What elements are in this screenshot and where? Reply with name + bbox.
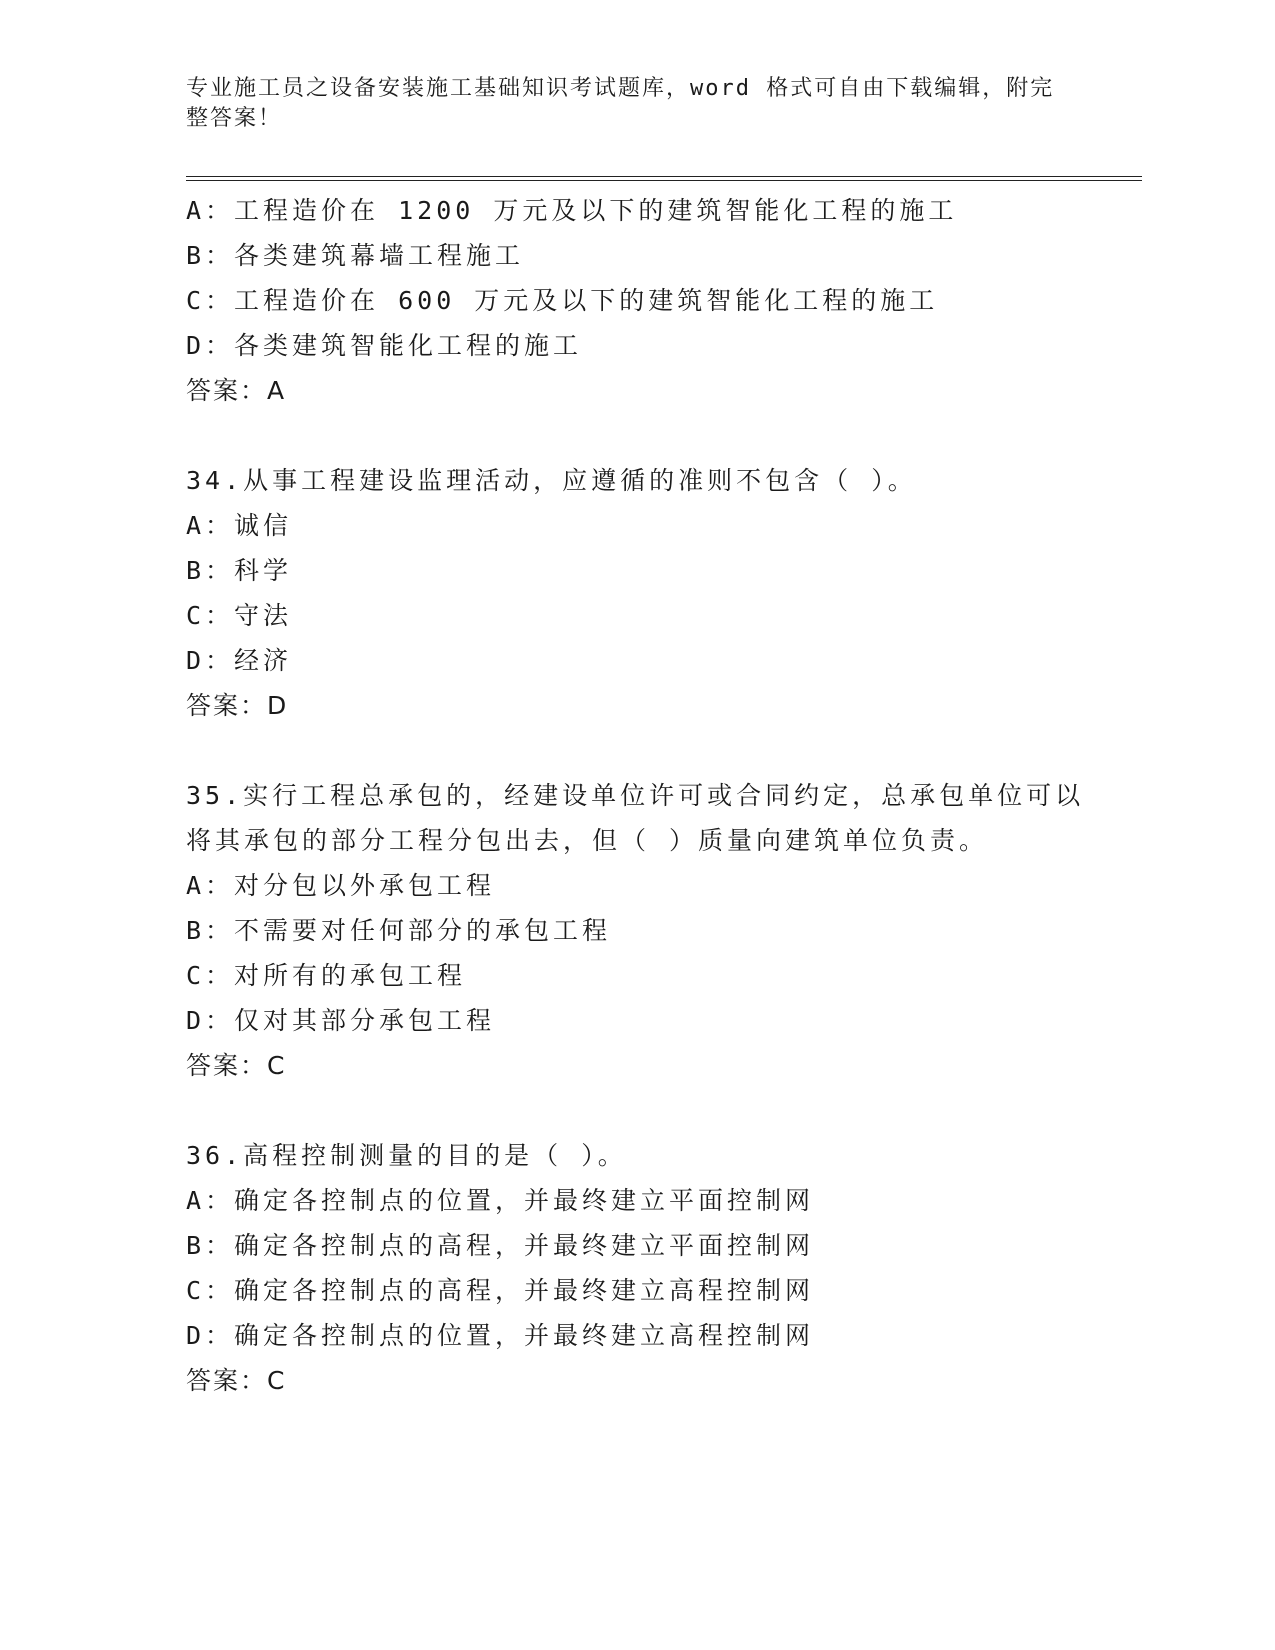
answer-line: 答案：C xyxy=(186,1366,287,1395)
option-b: B：确定各控制点的高程，并最终建立平面控制网 xyxy=(186,1231,815,1260)
answer-line: 答案：C xyxy=(186,1051,287,1080)
answer-line: 答案：A xyxy=(186,376,287,405)
question-list xyxy=(186,188,1142,1403)
question-stem: 36.高程控制测量的目的是（ ）。 xyxy=(186,1141,627,1170)
option-a: A：工程造价在 1200 万元及以下的建筑智能化工程的施工 xyxy=(186,196,958,225)
question-stem-line-2: 将其承包的部分工程分包出去，但（ ）质量向建筑单位负责。 xyxy=(186,826,989,855)
spacer xyxy=(186,1088,1142,1133)
question-34 xyxy=(186,458,1142,728)
option-b: B：各类建筑幕墙工程施工 xyxy=(186,241,525,270)
option-b: B：科学 xyxy=(186,556,293,585)
option-c: C：对所有的承包工程 xyxy=(186,961,467,990)
option-d: D：各类建筑智能化工程的施工 xyxy=(186,331,583,360)
question-36 xyxy=(186,1133,1142,1403)
option-a: A：确定各控制点的位置，并最终建立平面控制网 xyxy=(186,1186,815,1215)
question-stem: 34.从事工程建设监理活动，应遵循的准则不包含（ ）。 xyxy=(186,466,917,495)
option-d: D：仅对其部分承包工程 xyxy=(186,1006,496,1035)
question-stem-line-1: 35.实行工程总承包的，经建设单位许可或合同约定，总承包单位可以 xyxy=(186,781,1085,810)
option-c: C：确定各控制点的高程，并最终建立高程控制网 xyxy=(186,1276,815,1305)
option-a: A：对分包以外承包工程 xyxy=(186,871,496,900)
answer-line: 答案：D xyxy=(186,691,289,720)
option-d: D：经济 xyxy=(186,646,293,675)
question-35 xyxy=(186,773,1142,1088)
option-a: A：诚信 xyxy=(186,511,293,540)
document-header: 专业施工员之设备安装施工基础知识考试题库，word 格式可自由下载编辑，附完整答案！ xyxy=(186,76,1055,131)
option-b: B：不需要对任何部分的承包工程 xyxy=(186,916,612,945)
option-c: C：守法 xyxy=(186,601,293,630)
header-divider xyxy=(186,176,1142,181)
spacer xyxy=(186,728,1142,773)
spacer xyxy=(186,413,1142,458)
question-33 xyxy=(186,188,1142,413)
option-d: D：确定各控制点的位置，并最终建立高程控制网 xyxy=(186,1321,815,1350)
option-c: C：工程造价在 600 万元及以下的建筑智能化工程的施工 xyxy=(186,286,939,315)
